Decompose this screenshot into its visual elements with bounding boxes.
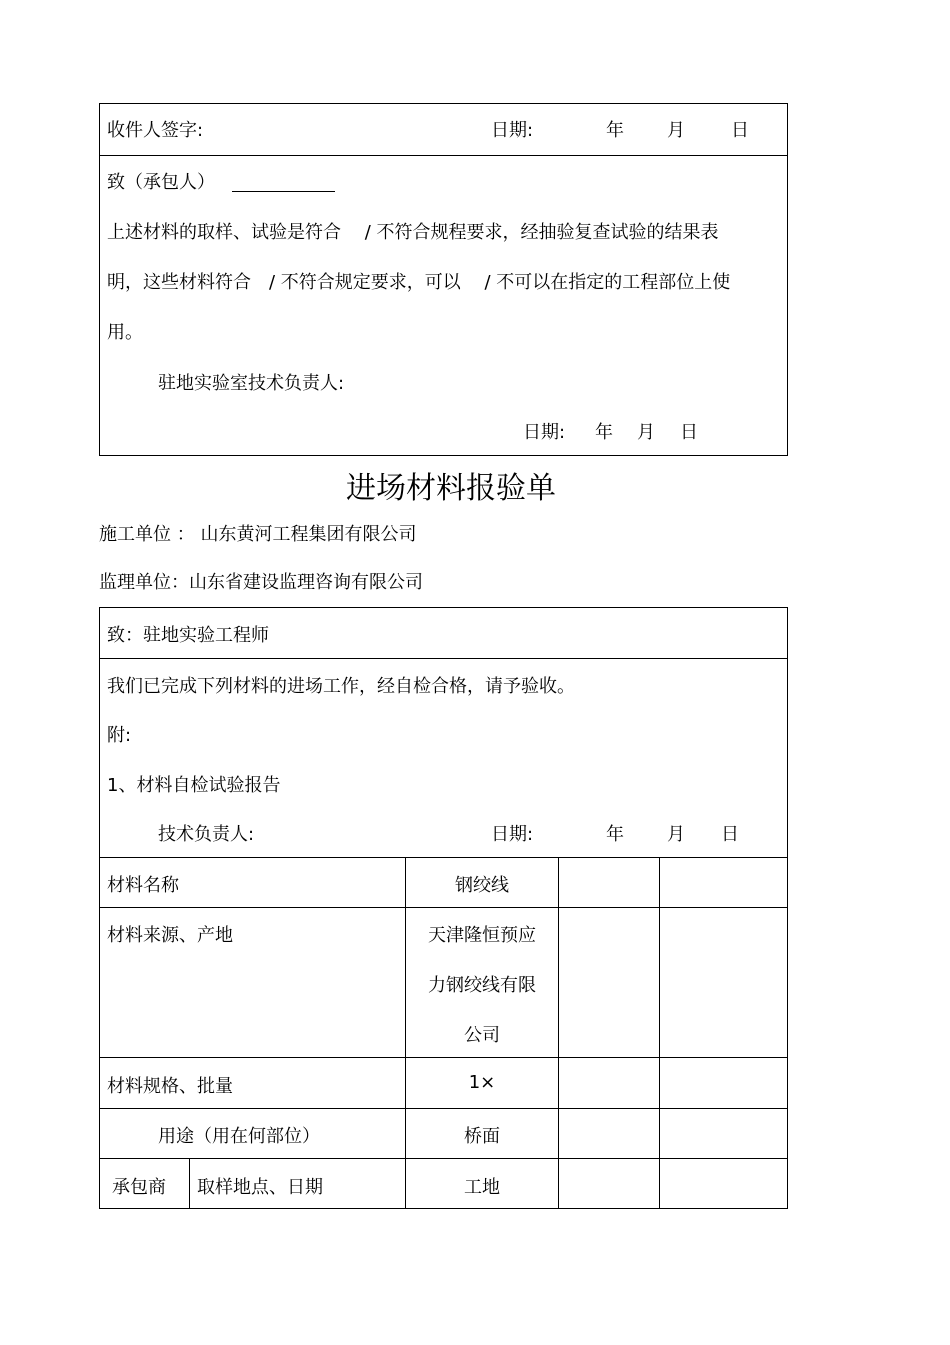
tech-date-label: 日期: [491,824,534,845]
lab-date-day: 日 [680,422,698,443]
supervision-unit: 监理单位：山东省建设监理咨询有限公司 [99,572,423,593]
to-contractor-label: 致（承包人） [107,172,215,193]
table-top-line [99,857,788,858]
contractor-blank-field[interactable] [232,191,335,192]
table-row-value-line: 天津隆恒预应 [428,925,536,946]
receiver-date-year: 年 [606,120,624,141]
table-row-line-3 [99,1108,788,1109]
table-row-value: 工地 [464,1177,500,1198]
tech-date-year: 年 [606,824,624,845]
table-row-value: 1× [468,1072,496,1093]
attach-item: 1、材料自检试验报告 [107,775,281,796]
tech-date-month: 月 [667,824,685,845]
lab-head-label: 驻地实验室技术负责人: [158,373,345,394]
inspection-paragraph-line2: 明，这些材料符合 / 不符合规定要求，可以 / 不可以在指定的工程部位上使 [107,272,731,293]
page-title: 进场材料报验单 [346,471,556,506]
tech-head-label: 技术负责人: [158,824,255,845]
table-row-value: 桥面 [464,1126,500,1147]
receiver-date-day: 日 [731,120,749,141]
table-row-label: 材料规格、批量 [107,1076,233,1097]
table-col-line-2 [558,857,559,1209]
table-group-col-line [189,1158,190,1209]
table-row-line-2 [99,1057,788,1058]
to-engineer-label: 致：驻地实验工程师 [107,625,269,646]
main-form-divider-1 [99,658,788,659]
lab-date-month: 月 [637,422,655,443]
table-row-line-1 [99,907,788,908]
attach-label: 附: [107,725,132,746]
table-row-label: 材料来源、产地 [107,925,233,946]
table-row-group-label: 承包商 [112,1177,166,1198]
table-row-value-line: 力钢绞线有限 [428,975,536,996]
table-row-label: 材料名称 [107,875,179,896]
table-row-value: 钢绞线 [455,875,509,896]
inspection-paragraph-line3: 用。 [107,322,143,343]
table-row-label: 用途（用在何部位） [158,1126,320,1147]
tech-date-day: 日 [721,824,739,845]
table-row-value-line: 公司 [464,1025,500,1046]
table-row-label: 取样地点、日期 [197,1177,323,1198]
receiver-signature-label: 收件人签字: [107,120,204,141]
construction-unit: 施工单位 ： 山东黄河工程集团有限公司 [99,524,417,545]
statement-text: 我们已完成下列材料的进场工作，经自检合格，请予验收。 [107,676,575,697]
lab-date-year: 年 [595,422,613,443]
top-form-divider [99,155,788,156]
receiver-date-label: 日期: [491,120,534,141]
lab-date-label: 日期: [523,422,566,443]
receiver-date-month: 月 [667,120,685,141]
inspection-paragraph-line1: 上述材料的取样、试验是符合 / 不符合规程要求，经抽验复查试验的结果表 [107,222,719,243]
table-row-line-4 [99,1158,788,1159]
table-col-line-3 [659,857,660,1209]
